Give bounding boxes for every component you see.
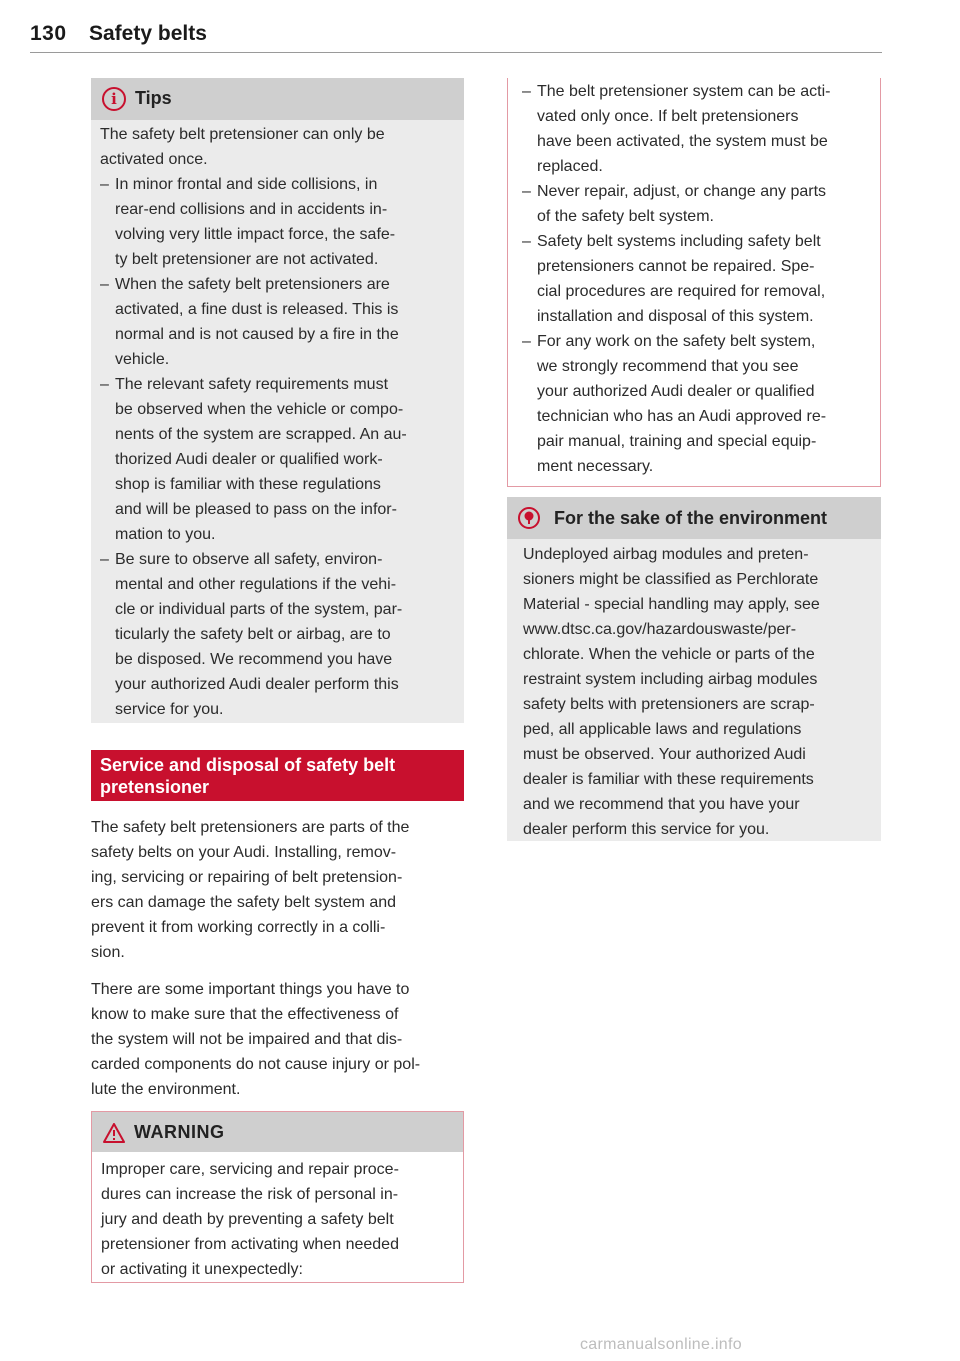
text-line: dealer perform this service for you. [523,821,770,838]
text-line: mation to you. [115,526,216,543]
text-line: must be observed. Your authorized Audi [523,746,806,763]
text-line: Improper care, servicing and repair proce- [101,1161,399,1178]
bullet-item [100,172,460,272]
text-line: and we recommend that you have your [523,796,800,813]
tips-body [100,122,460,722]
text-line: Undeployed airbag modules and preten- [523,546,809,563]
text-line: mental and other regulations if the vehi- [115,576,397,593]
text-line: dealer is familiar with these requirements [523,771,814,788]
warning-cont-bullets [522,79,882,479]
text-line: technician who has an Audi approved re- [537,408,827,425]
environment-title: For the sake of the environment [554,508,828,528]
tips-box [91,78,464,723]
text-line: installation and disposal of this system. [537,308,814,325]
warning-header [92,1112,463,1152]
text-line: – Safety belt systems including safety belt [537,233,821,250]
text-line: ers can damage the safety belt system and [91,894,397,911]
text-line: pair manual, training and special equip- [537,433,817,450]
text-line: nents of the system are scrapped. An au- [115,426,407,443]
text-line: lute the environment. [91,1081,241,1098]
text-line: – Be sure to observe all safety, environ- [115,551,383,568]
bullet-item [522,179,882,229]
text-line: – Never repair, adjust, or change any parts [537,183,827,200]
warning-triangle-icon [103,1123,125,1143]
warning-cont-body [522,79,882,479]
text-line: pretensioner from activating when needed [101,1236,399,1253]
text-line: rear-end collisions and in accidents in- [115,201,388,218]
tips-bullets [100,172,460,722]
text-line: safety belts on your Audi. Installing, remov- [91,844,397,861]
watermark: carmanualsonline.info [580,1336,742,1353]
warning-box [91,1111,464,1283]
text-line: – In minor frontal and side collisions, in [115,176,378,193]
text-line: pretensioners cannot be repaired. Spe- [537,258,815,275]
environment-body [523,542,878,842]
text-line: The safety belt pretensioners are parts of the [91,819,410,836]
warning-title: WARNING [134,1122,225,1142]
text-line: be disposed. We recommend you have [115,651,393,668]
warning-continuation-box [507,78,881,487]
text-line: or activating it unexpectedly: [101,1261,303,1278]
section-para1 [91,815,466,965]
environment-header [507,497,881,539]
text-line: volving very little impact force, the safe- [115,226,396,243]
text-line: chlorate. When the vehicle or parts of the [523,646,815,663]
text-line: vated only once. If belt pretensioners [537,108,799,125]
text-line: sioners might be classified as Perchlorate [523,571,819,588]
bullet-item [100,547,460,722]
section-heading [91,750,464,801]
text-line: ticularly the safety belt or airbag, are to [115,626,391,643]
warning-lines [101,1157,461,1282]
text-line: cial procedures are required for removal, [537,283,826,300]
text-line: There are some important things you have to [91,981,410,998]
bullet-item [522,79,882,179]
text-line: activated, a fine dust is released. This is [115,301,399,318]
text-line: www.dtsc.ca.gov/hazardouswaste/per- [523,621,797,638]
text-line: have been activated, the system must be [537,133,828,150]
text-line: ped, all applicable laws and regulations [523,721,802,738]
text-line: service for you. [115,701,224,718]
text-line: normal and is not caused by a fire in the [115,326,399,343]
text-line: of the safety belt system. [537,208,714,225]
bullet-item [100,272,460,372]
tips-title: Tips [135,88,172,108]
text-line: your authorized Audi dealer or qualified [537,383,815,400]
text-line: ment necessary. [537,458,654,475]
page-number: 130 [30,22,67,45]
tips-intro: The safety belt pretensioner can only be activated once. [100,126,385,168]
para1-lines [91,815,466,965]
text-line: thorized Audi dealer or qualified work- [115,451,383,468]
text-line: – The relevant safety requirements must [115,376,389,393]
text-line: we strongly recommend that you see [537,358,799,375]
text-line: – The belt pretensioner system can be acti- [537,83,831,100]
text-line: shop is familiar with these regulations [115,476,381,493]
environment-leaf-icon [518,507,540,529]
page-header [30,22,882,53]
bullet-item [522,329,882,479]
section-title-line1: Service and disposal of safety belt [100,755,396,775]
text-line: replaced. [537,158,603,175]
text-line: your authorized Audi dealer perform this [115,676,399,693]
chapter-title: Safety belts [89,22,207,45]
environment-lines [523,542,878,842]
text-line: – For any work on the safety belt system, [537,333,816,350]
text-line: – When the safety belt pretensioners are [115,276,390,293]
text-line: ty belt pretensioner are not activated. [115,251,379,268]
text-line: be observed when the vehicle or compo- [115,401,404,418]
bullet-item [100,372,460,547]
text-line: the system will not be impaired and that dis- [91,1031,403,1048]
text-line: vehicle. [115,351,170,368]
text-line: dures can increase the risk of personal in- [101,1186,399,1203]
text-line: and will be pleased to pass on the infor- [115,501,397,518]
bullet-item [522,229,882,329]
text-line: jury and death by preventing a safety belt [101,1211,394,1228]
warning-body [101,1157,461,1282]
text-line: know to make sure that the effectiveness of [91,1006,399,1023]
tips-header [91,78,464,120]
text-line: safety belts with pretensioners are scrap- [523,696,815,713]
text-line: cle or individual parts of the system, par- [115,601,403,618]
text-line: prevent it from working correctly in a colli- [91,919,386,936]
info-icon: i [102,87,126,111]
text-line: carded components do not cause injury or pol- [91,1056,421,1073]
text-line: sion. [91,944,125,961]
environment-box [507,497,881,841]
text-line: restraint system including airbag modules [523,671,818,688]
para2-lines [91,977,466,1102]
section-para2 [91,977,466,1102]
text-line: ing, servicing or repairing of belt pretension- [91,869,403,886]
section-title-line2: pretensioner [100,777,210,797]
text-line: Material - special handling may apply, see [523,596,820,613]
